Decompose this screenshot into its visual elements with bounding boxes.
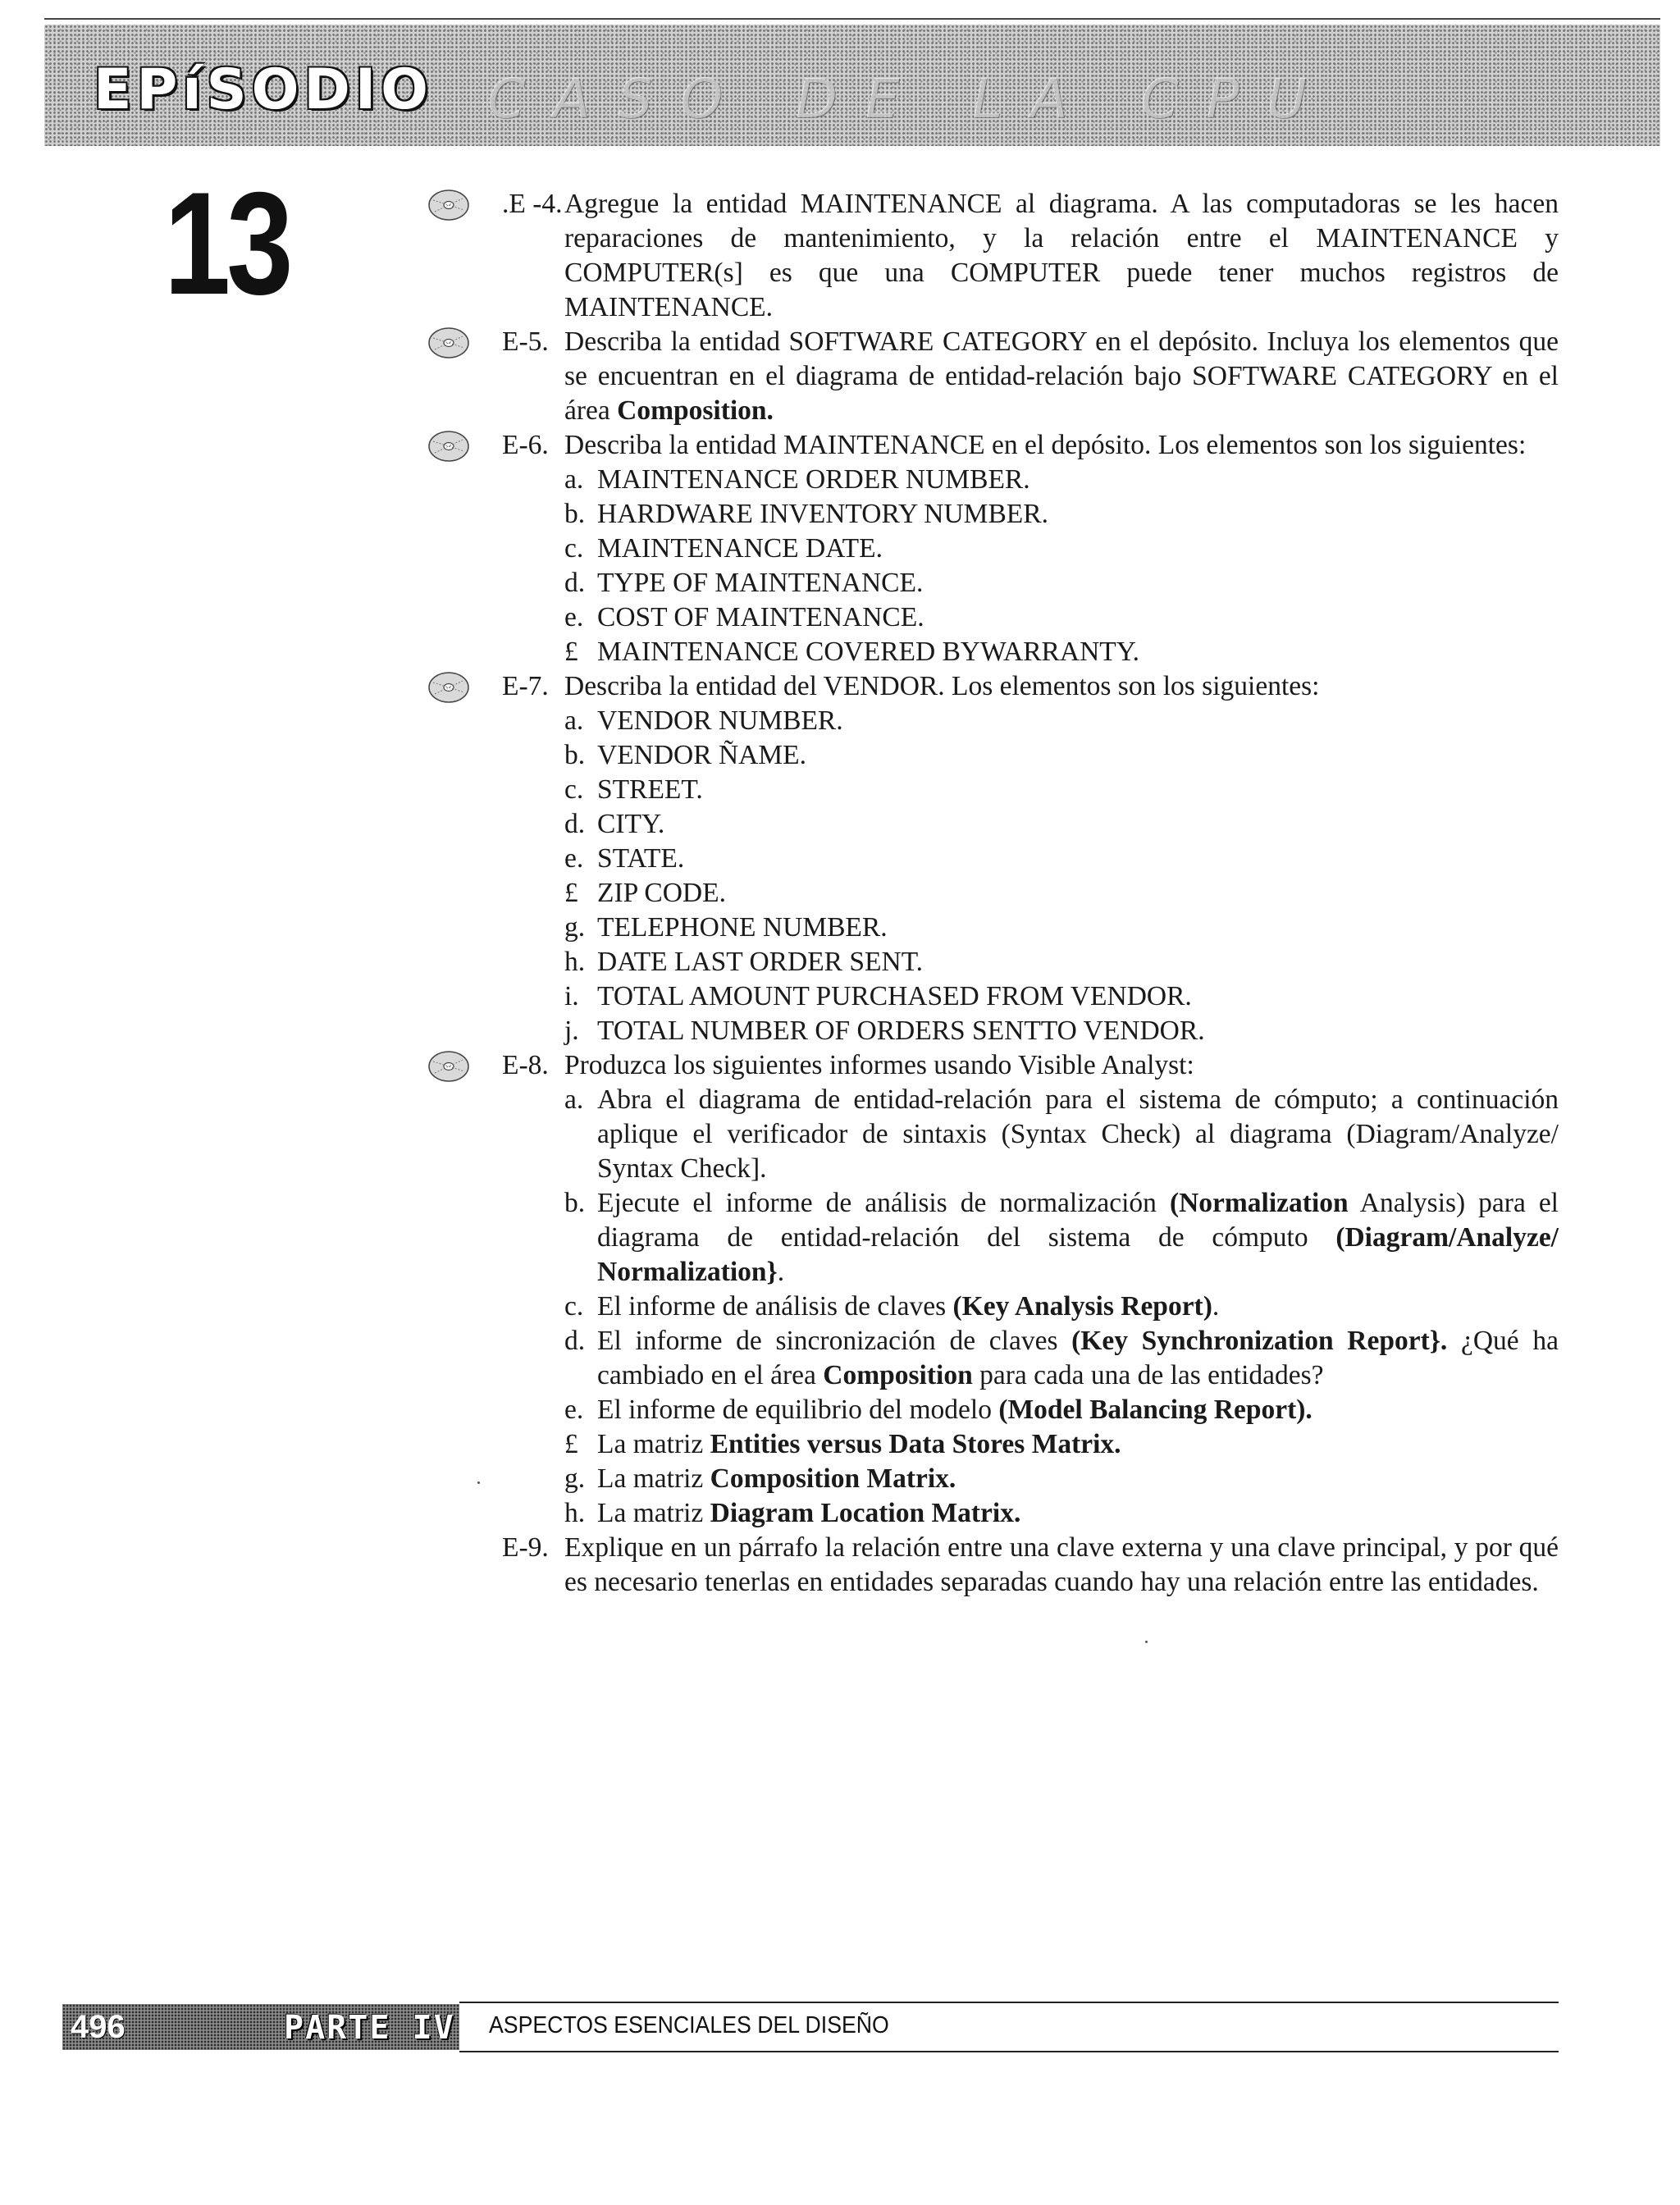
list-item-text: TELEPHONE NUMBER.	[597, 912, 888, 943]
cd-disc-icon	[427, 430, 471, 463]
list-item-text: CITY.	[597, 809, 665, 839]
chapter-number: 13	[164, 162, 290, 325]
exercise-e8	[427, 1048, 1559, 1083]
list-item-label: h.	[564, 947, 586, 977]
episode-label: EPíSODIO	[94, 57, 433, 122]
list-item	[427, 773, 1559, 807]
list-item-text: STREET.	[597, 774, 703, 805]
case-title: CASO DE LA CPU	[487, 67, 1335, 130]
list-item-text: MAINTENANCE COVERED BYWARRANTY.	[597, 637, 1140, 667]
list-item-bold: Diagram Location Matrix.	[710, 1498, 1021, 1528]
list-item-bold: Composition Matrix.	[710, 1463, 956, 1494]
exercise-list	[427, 187, 1559, 1600]
list-item-label: d.	[564, 809, 586, 839]
list-item-bold: (Normalization	[1169, 1188, 1349, 1218]
list-item-text: STATE.	[597, 843, 685, 874]
list-item	[427, 704, 1559, 738]
list-item	[427, 463, 1559, 497]
list-item-text: .	[777, 1257, 785, 1287]
list-item	[427, 842, 1559, 876]
list-item	[427, 1083, 1559, 1186]
list-item	[427, 979, 1559, 1014]
list-item-label: £	[564, 1429, 578, 1459]
list-item-bold: (Diagram/Analyze/ Normalization}	[597, 1222, 1559, 1287]
list-item-text: .	[1212, 1291, 1220, 1322]
list-item-text: El informe de análisis de claves	[597, 1291, 953, 1322]
exercise-text: Describa la entidad SOFTWARE CATEGORY en el depósito. Incluya los elementos que se encuentran en el diagrama de entidad-relación bajo SOFTWARE CATEGORY en el área	[564, 326, 1559, 426]
exercise-label: E-6.	[502, 430, 549, 460]
list-item-label: £	[564, 637, 578, 667]
list-item-label: i.	[564, 981, 579, 1011]
list-item-label: a.	[564, 705, 584, 736]
page-number: 496	[71, 2009, 126, 2045]
list-item	[427, 1186, 1559, 1290]
section-title: ASPECTOS ESENCIALES DEL DISEÑO	[489, 2012, 889, 2038]
list-item-bold: Entities versus Data Stores Matrix.	[710, 1429, 1121, 1459]
exercise-label: E-5.	[502, 326, 549, 357]
list-item	[427, 945, 1559, 979]
top-rule	[44, 18, 1660, 20]
episode-header-band	[44, 25, 1660, 146]
list-item	[427, 1014, 1559, 1048]
list-item-text: TOTAL NUMBER OF ORDERS SENTTO VENDOR.	[597, 1016, 1205, 1046]
exercise-text: Describa la entidad MAINTENANCE en el depósito. Los elementos son los siguientes:	[564, 430, 1527, 460]
list-item-bold: Composition	[823, 1360, 973, 1390]
list-item-label: c.	[564, 1291, 584, 1322]
list-item-label: b.	[564, 499, 586, 529]
list-item-label: e.	[564, 1395, 584, 1425]
list-item-label: g.	[564, 912, 586, 943]
list-item-label: £	[564, 878, 578, 908]
list-item	[427, 1393, 1559, 1427]
list-item-text: ZIP CODE.	[597, 878, 726, 908]
scan-speck	[1145, 1641, 1148, 1643]
list-item	[427, 911, 1559, 945]
exercise-e6	[427, 428, 1559, 463]
footer-rule-top	[459, 2002, 1559, 2003]
list-item-text: TOTAL AMOUNT PURCHASED FROM VENDOR.	[597, 981, 1192, 1011]
cd-disc-icon	[427, 189, 471, 221]
part-label: PARTE IV	[284, 2009, 455, 2047]
list-item-label: a.	[564, 1084, 584, 1115]
list-item-text: MAINTENANCE ORDER NUMBER.	[597, 464, 1030, 495]
list-item-text: ¿Qué ha cambiado en el área	[597, 1326, 1559, 1390]
list-item-label: j.	[564, 1016, 579, 1046]
exercise-bold-text: Composition.	[617, 395, 774, 426]
list-item-label: c.	[564, 533, 584, 564]
cd-disc-icon	[427, 1050, 471, 1083]
exercise-text: Agregue la entidad MAINTENANCE al diagrama. A las computadoras se les hacen reparaciones de mantenimiento, y la relación entre el MAINTENANCE y COMPUTER(s] es que una COMPUTER puede tener muchos registros de MAINTENANCE.	[564, 189, 1559, 322]
exercise-e7	[427, 669, 1559, 704]
exercise-label: E-9.	[502, 1532, 549, 1563]
list-item-label: d.	[564, 1326, 586, 1356]
footer-rule-bottom	[459, 2051, 1559, 2052]
exercise-e4	[427, 187, 1559, 325]
list-item-label: h.	[564, 1498, 586, 1528]
list-item-text: Analysis) para el diagrama de entidad-relación del sistema de cómputo	[597, 1188, 1559, 1253]
list-item	[427, 1290, 1559, 1324]
list-item-text: El informe de equilibrio del modelo	[597, 1395, 999, 1425]
list-item-text: El informe de sincronización de claves	[597, 1326, 1072, 1356]
exercise-label: E-8.	[502, 1050, 549, 1080]
list-item-text: para cada una de las entidades?	[972, 1360, 1324, 1390]
exercise-text: Describa la entidad del VENDOR. Los elementos son los siguientes:	[564, 671, 1320, 701]
list-item	[427, 600, 1559, 635]
list-item	[427, 807, 1559, 842]
exercise-label: .E -4.	[502, 189, 563, 219]
list-item-text: COST OF MAINTENANCE.	[597, 602, 924, 632]
list-item-label: b.	[564, 740, 586, 770]
list-item	[427, 1427, 1559, 1462]
list-item-label: a.	[564, 464, 584, 495]
list-item-text: TYPE OF MAINTENANCE.	[597, 568, 924, 598]
exercise-text: Produzca los siguientes informes usando Visible Analyst:	[564, 1050, 1194, 1080]
list-item-bold: (Model Balancing Report).	[998, 1395, 1312, 1425]
exercise-text: Explique en un párrafo la relación entre una clave externa y una clave principal, y por qué es necesario tenerlas en entidades separadas cuando hay una relación entre las entidades.	[564, 1532, 1559, 1597]
list-item-label: d.	[564, 568, 586, 598]
list-item-label: g.	[564, 1463, 586, 1494]
list-item-text: HARDWARE INVENTORY NUMBER.	[597, 499, 1048, 529]
cd-disc-icon	[427, 671, 471, 704]
list-item-label: e.	[564, 843, 584, 874]
list-item-text: La matriz	[597, 1429, 710, 1459]
list-item	[427, 635, 1559, 669]
list-item-label: e.	[564, 602, 584, 632]
list-item-text: Abra el diagrama de entidad-relación para el sistema de cómputo; a continuación aplique el verificador de sintaxis (Syntax Check) al diagrama (Diagram/Analyze/ Syntax Check].	[597, 1084, 1559, 1184]
list-item	[427, 566, 1559, 600]
list-item	[427, 532, 1559, 566]
exercise-e5	[427, 325, 1559, 428]
list-item-bold: (Key Analysis Report)	[952, 1291, 1212, 1322]
list-item-text: VENDOR NUMBER.	[597, 705, 843, 736]
list-item-text: Ejecute el informe de análisis de normalización	[597, 1188, 1170, 1218]
list-item-label: c.	[564, 774, 584, 805]
list-item-text: DATE LAST ORDER SENT.	[597, 947, 924, 977]
exercise-e9	[427, 1531, 1559, 1600]
exercise-label: E-7.	[502, 671, 549, 701]
list-item-label: b.	[564, 1188, 586, 1218]
list-item	[427, 1324, 1559, 1393]
list-item-text: La matriz	[597, 1463, 710, 1494]
list-item-text: La matriz	[597, 1498, 710, 1528]
list-item	[427, 1496, 1559, 1531]
cd-disc-icon	[427, 326, 471, 359]
list-item	[427, 1462, 1559, 1496]
list-item-text: VENDOR ÑAME.	[597, 740, 806, 770]
list-item	[427, 497, 1559, 532]
list-item	[427, 876, 1559, 911]
scan-speck	[477, 1481, 480, 1484]
list-item	[427, 738, 1559, 773]
list-item-bold: (Key Synchronization Report}.	[1071, 1326, 1448, 1356]
list-item-text: MAINTENANCE DATE.	[597, 533, 883, 564]
